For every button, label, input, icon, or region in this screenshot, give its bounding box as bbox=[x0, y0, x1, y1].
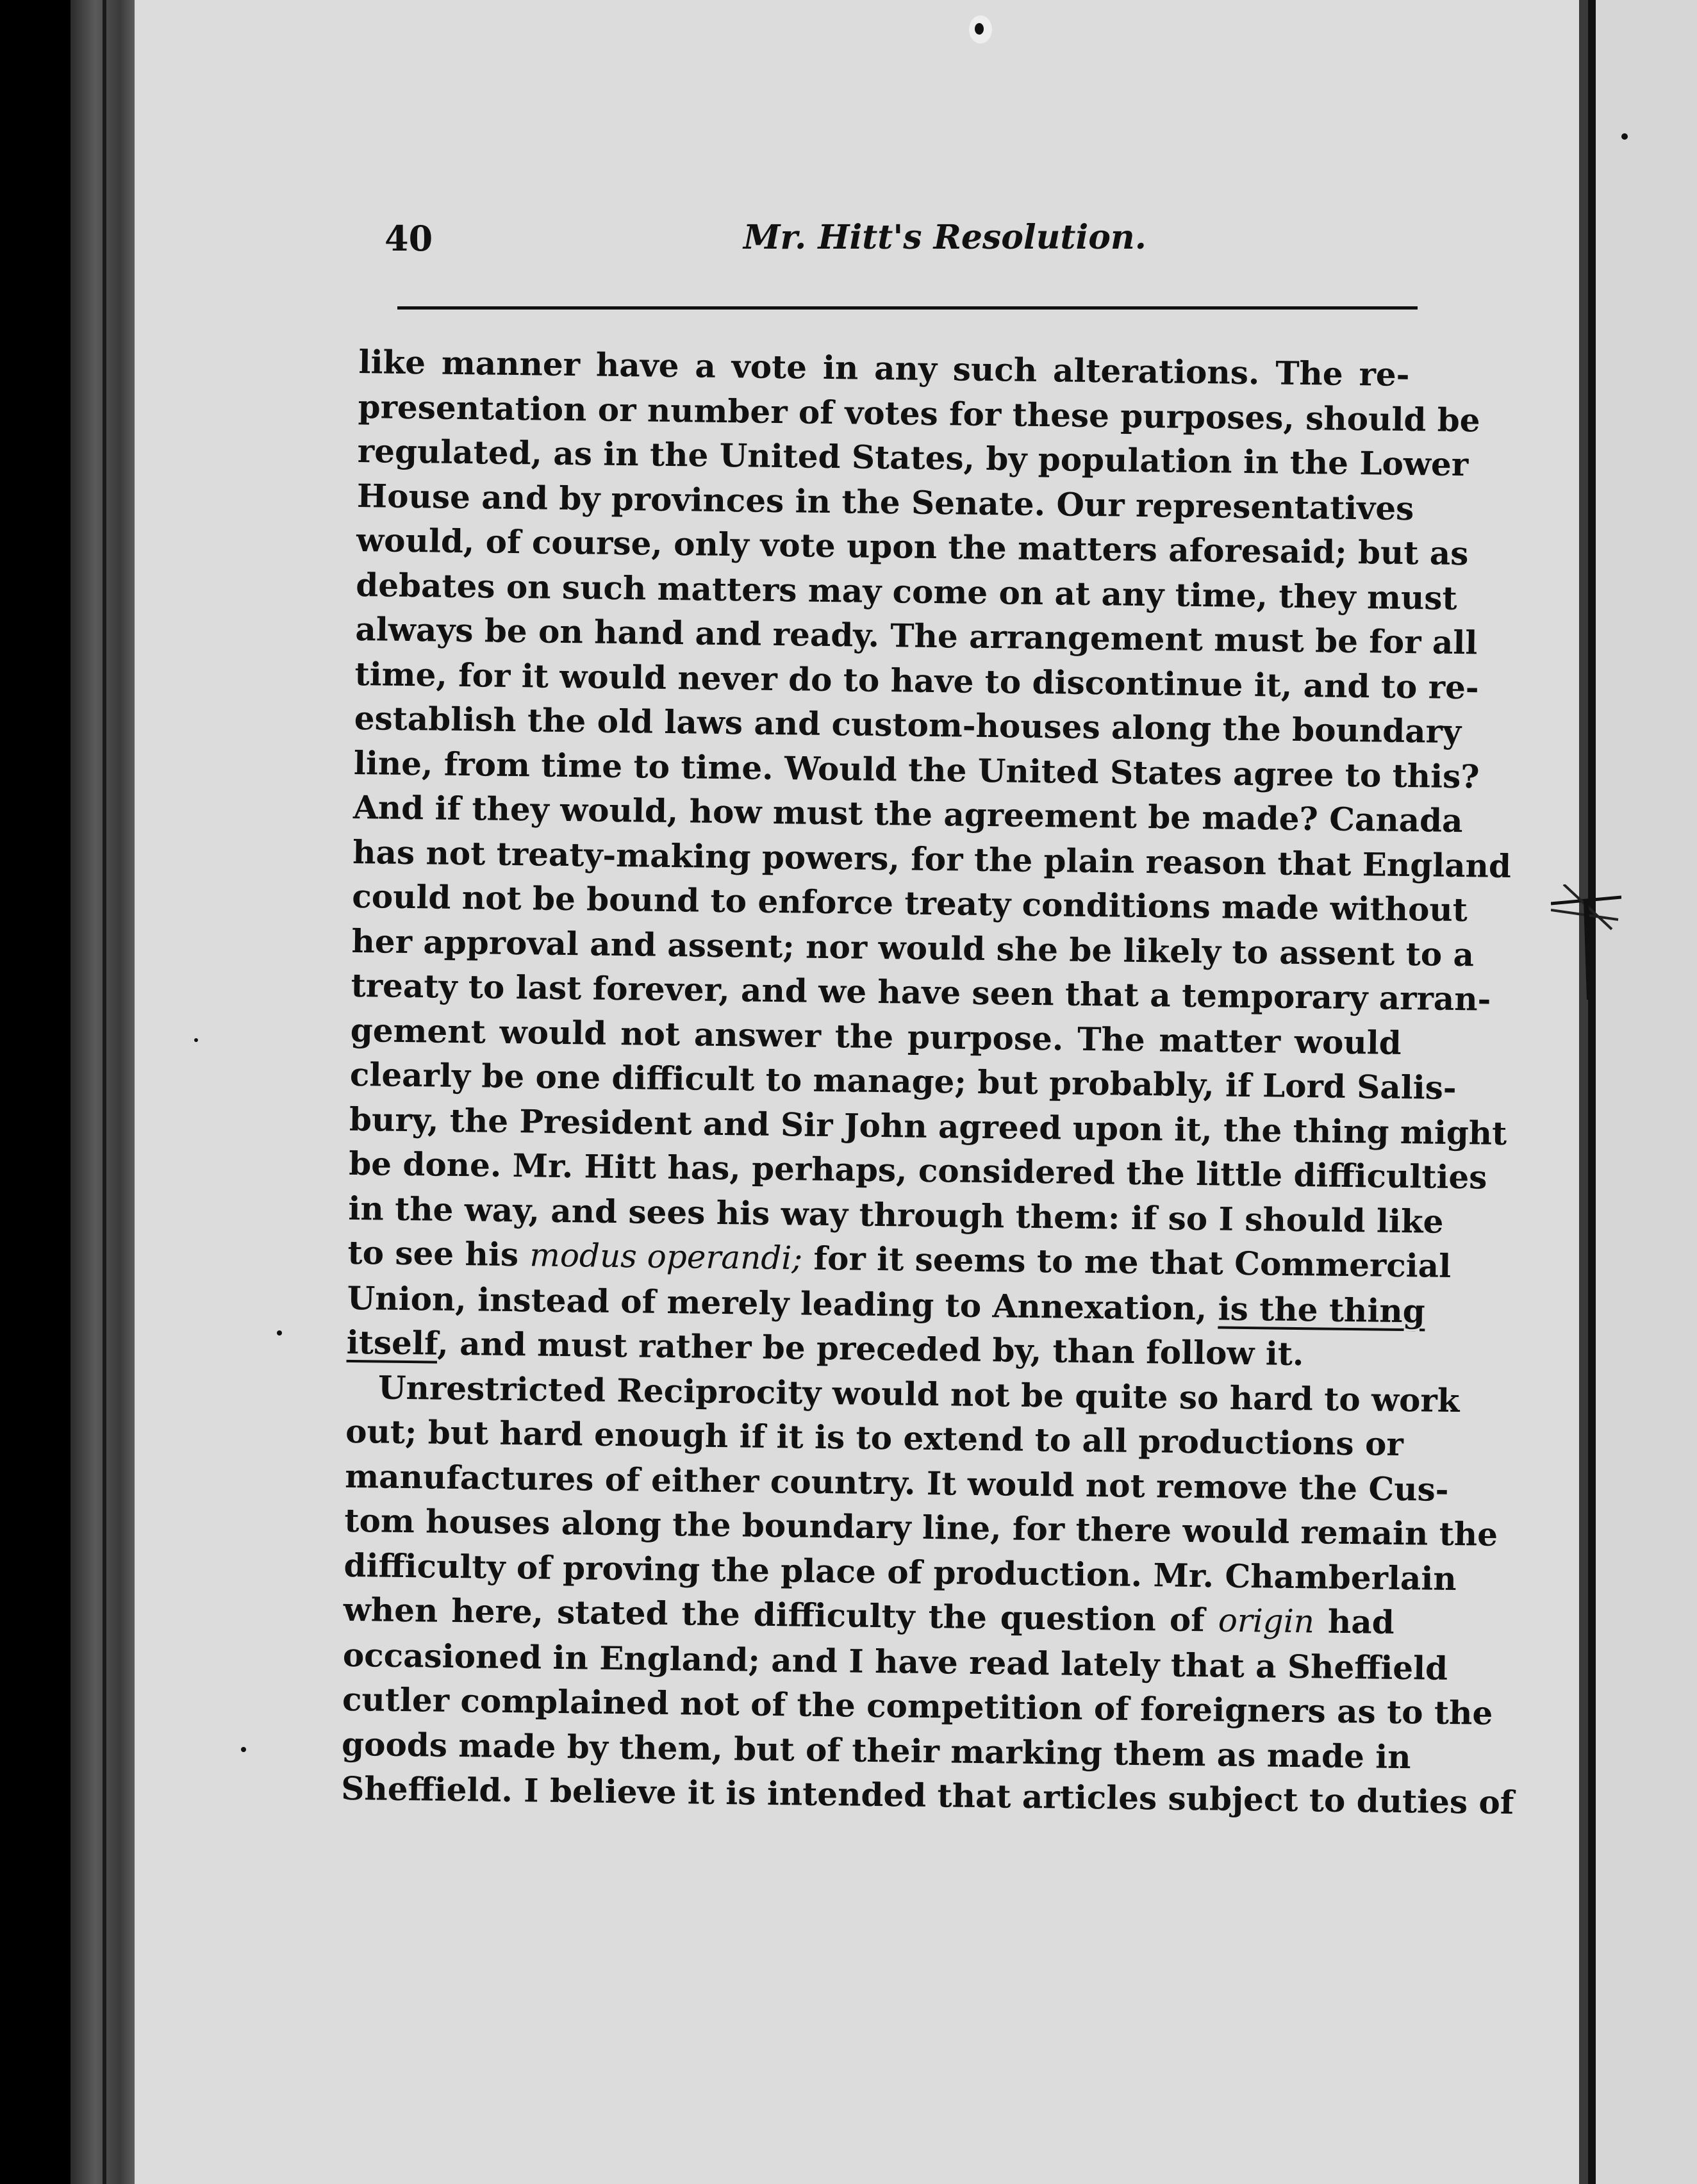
text-line: out; but hard enough if it is to extend to all productions or bbox=[345, 1412, 1404, 1464]
text-line: House and by provinces in the Senate. Our representatives bbox=[356, 476, 1414, 527]
text-run: to see his bbox=[347, 1233, 530, 1274]
text-line: line, from time to time. Would the United States agree to this? bbox=[353, 743, 1480, 795]
italic-word: origin bbox=[1218, 1601, 1315, 1641]
text-line: her approval and assent; nor would she be likely to assent to a bbox=[351, 922, 1475, 973]
running-title: Mr. Hitt's Resolution. bbox=[743, 218, 1147, 257]
text-line: treaty to last forever, and we have seen that a temporary arran- bbox=[351, 966, 1491, 1018]
text-line: difficulty of proving the place of production. Mr. Chamberlain bbox=[344, 1546, 1457, 1598]
text-run: for it seems to me that Commercial bbox=[802, 1239, 1452, 1285]
text-run: , and must rather be preceded by, than follow it. bbox=[436, 1324, 1304, 1373]
scan-speck bbox=[1621, 133, 1628, 140]
page-number: 40 bbox=[385, 218, 433, 259]
text-line: in the way, and sees his way through them: if so I should like bbox=[348, 1189, 1444, 1241]
text-line: clearly be one difficult to manage; but probably, if Lord Salis- bbox=[349, 1055, 1457, 1107]
text-line: time, for it would never do to have to discontinue it, and to re- bbox=[354, 654, 1479, 706]
binding-edge bbox=[103, 0, 106, 2184]
text-line: manufactures of either country. It would not remove the Cus- bbox=[344, 1457, 1449, 1509]
text-line: presentation or number of votes for these purposes, should be bbox=[358, 387, 1480, 439]
text-line: establish the old laws and custom-houses along the boundary bbox=[354, 699, 1462, 751]
text-run: when here, stated the difficulty the question of bbox=[343, 1590, 1219, 1639]
adjacent-page bbox=[1596, 0, 1697, 2184]
scan-speck bbox=[975, 23, 984, 35]
paragraph-start: Unrestricted Reciprocity would not be quite so hard to work bbox=[377, 1368, 1460, 1419]
text-line: regulated, as in the United States, by population in the Lower bbox=[357, 431, 1469, 484]
text-line: tom houses along the boundary line, for there would remain the bbox=[344, 1501, 1498, 1553]
header-rule bbox=[397, 306, 1418, 310]
italic-phrase: modus operandi; bbox=[529, 1236, 803, 1277]
text-line: like manner have a vote in any such alterations. The re- bbox=[358, 342, 1410, 394]
text-line: would, of course, only vote upon the matters aforesaid; but as bbox=[356, 520, 1469, 573]
text-line: bury, the President and Sir John agreed upon it, the thing might bbox=[349, 1100, 1507, 1152]
text-line: has not treaty-making powers, for the plain reason that England bbox=[352, 832, 1512, 885]
scan-speck bbox=[241, 1747, 246, 1752]
text-line: could not be bound to enforce treaty conditions made without bbox=[352, 877, 1468, 929]
text-line: always be on hand and ready. The arrangement must be for all bbox=[355, 609, 1478, 662]
underlined-phrase: itself bbox=[346, 1323, 438, 1362]
text-run: had bbox=[1314, 1602, 1395, 1641]
text-line: goods made by them, but of their marking them as made in bbox=[341, 1725, 1411, 1776]
body-text bbox=[341, 340, 1514, 1823]
page-header bbox=[385, 218, 1423, 295]
thread-mark-icon bbox=[1551, 884, 1621, 1000]
text-line: be done. Mr. Hitt has, perhaps, considered the little difficulties bbox=[348, 1144, 1487, 1196]
text-line: cutler complained not of the competition of foreigners as to the bbox=[342, 1680, 1493, 1732]
text-line: debates on such matters may come on at any time, they must bbox=[355, 565, 1457, 617]
text-line: And if they would, how must the agreement be made? Canada bbox=[352, 788, 1463, 840]
text-line: Sheffield. I believe it is intended that articles subject to duties of bbox=[341, 1769, 1514, 1822]
text-line: gement would not answer the purpose. The matter would bbox=[350, 1011, 1402, 1062]
scan-speck bbox=[194, 1038, 198, 1042]
text-line: occasioned in England; and I have read lately that a Sheffield bbox=[342, 1635, 1448, 1687]
underlined-phrase: is the thing bbox=[1218, 1289, 1426, 1330]
page-edge-shadow bbox=[1579, 0, 1588, 2184]
text-run: Union, instead of merely leading to Annexation, bbox=[347, 1278, 1219, 1327]
scan-speck bbox=[277, 1330, 282, 1336]
